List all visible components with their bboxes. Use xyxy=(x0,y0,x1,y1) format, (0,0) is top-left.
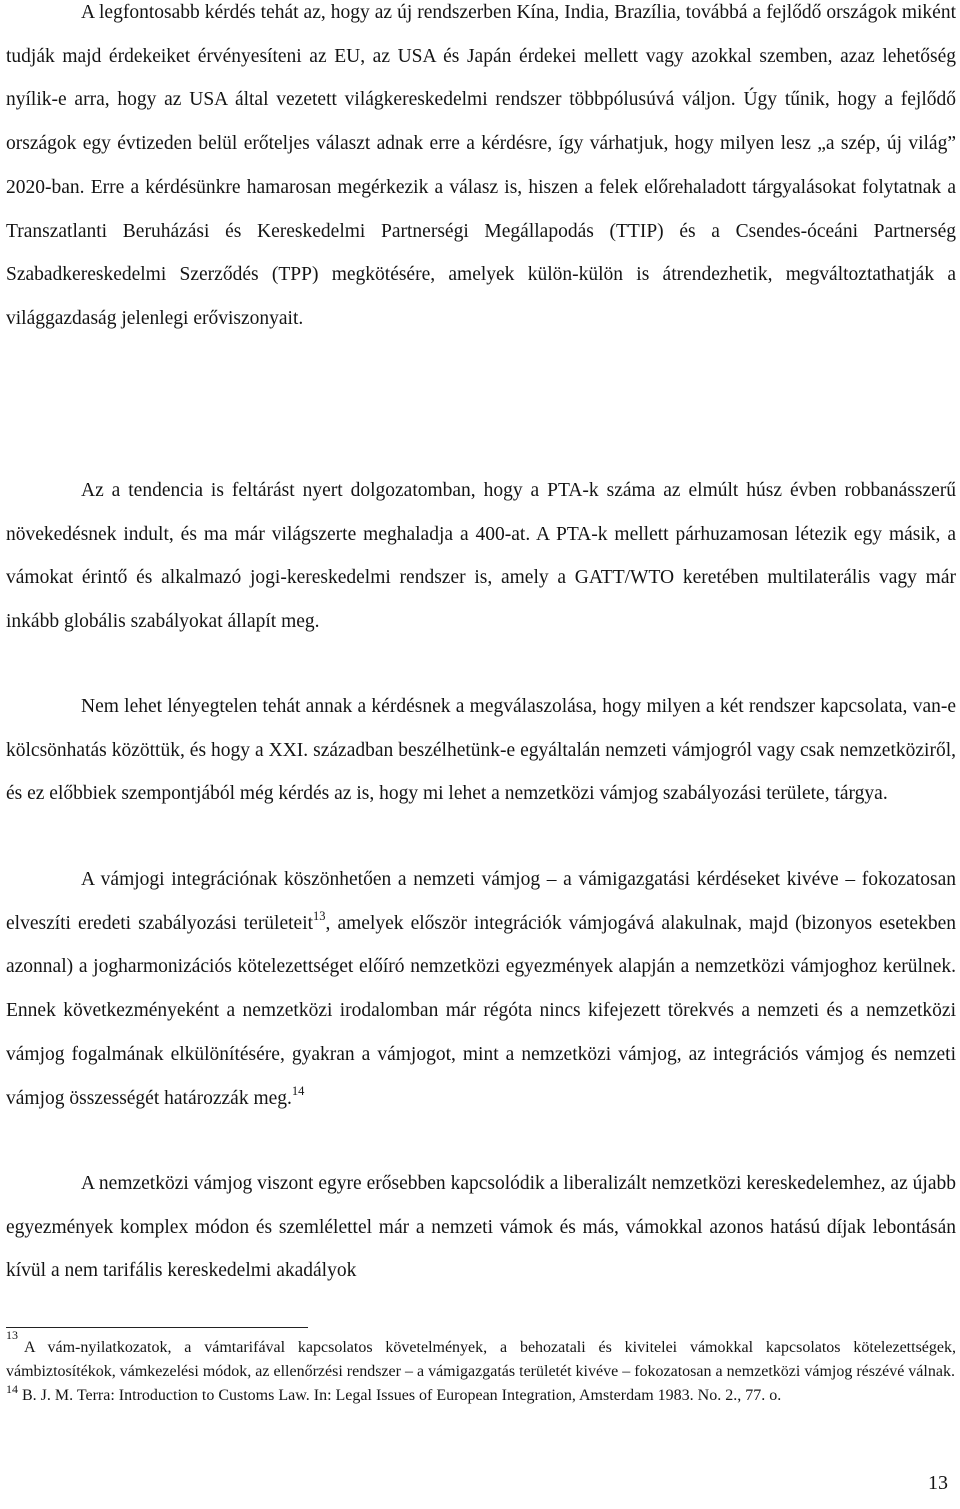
footnote-ref-13[interactable]: 13 xyxy=(313,908,326,923)
page-number: 13 xyxy=(928,1472,948,1494)
body-paragraph-4 xyxy=(6,858,956,1120)
footnote-13 xyxy=(6,1328,956,1384)
footnote-number: 13 xyxy=(6,1328,18,1342)
footnote-ref-14[interactable]: 14 xyxy=(291,1083,305,1098)
body-paragraph-3: Nem lehet lényegtelen tehát annak a kérdésnek a megválaszolása, hogy milyen a két rendszer kapcsolata, van-e kölcsönhatás közöttük, és hogy a XXI. században beszélhetünk-e egyáltalán nemzeti vámjogról vagy csak nemzetköziről, és ez előbbiek szempontjából még kérdés az is, hogy mi lehet a nemzetközi vámjog szabályozási területe, tárgya. xyxy=(6,696,956,805)
footnote-text: A vám-nyilatkozatok, a vámtarifával kapcsolatos követelmények, a behozatali és kivitelei vámokkal kapcsolatos kötelezettségek, vámbiztosítékok, vámkezelési módok, az ellenőrzési rendszer – a vámigazgatás területét kivéve – fokozatosan a nemzetközi vámjog részévé válnak. xyxy=(6,1339,956,1380)
footnote-text: B. J. M. Terra: Introduction to Customs Law. In: Legal Issues of European Integration, Amsterdam 1983. No. 2., 77. o. xyxy=(22,1387,782,1404)
footnote-14 xyxy=(6,1384,956,1408)
footnote-number: 14 xyxy=(6,1382,18,1396)
body-paragraph-1: A legfontosabb kérdés tehát az, hogy az új rendszerben Kína, India, Brazília, továbbá a fejlődő országok miként tudják majd érdekeiket érvényesíteni az EU, az USA és Japán érdekei mellett vagy azokkal szemben, azaz lehetőség nyílik-e arra, hogy az USA által vezetett világkereskedelmi rendszer többpólusúvá váljon. Úgy tűnik, hogy a fejlődő országok egy évtizeden belül erőteljes választ adnak erre a kérdésre, így várhatjuk, hogy milyen lesz „a szép, új világ” 2020-ban. Erre a kérdésünkre hamarosan megérkezik a válasz is, hiszen a felek előrehaladott tárgyalásokat folytatnak a Transzatlanti Beruházási és Kereskedelmi Partnerségi Megállapodás (TTIP) és a Csendes-óceáni Partnerség Szabadkereskedelmi Szerződés (TPP) megkötésére, amelyek külön-külön is átrendezhetik, megváltoztathatják a világgazdaság jelenlegi erőviszonyait. xyxy=(6,2,956,329)
body-paragraph-5: A nemzetközi vámjog viszont egyre erősebben kapcsolódik a liberalizált nemzetközi kereskedelemhez, az újabb egyezmények komplex módon és szemlélettel már a nemzeti vámok és más, vámokkal azonos hatású díjak lebontásán kívül a nem tarifális kereskedelmi akadályok xyxy=(6,1173,956,1282)
paragraph-4-text-b: , amelyek először integrációk vámjogává alakulnak, majd (bizonyos esetekben azonnal) a jogharmonizációs kötelezettséget előíró nemzetközi egyezmények alapján a nemzetközi vámjoghoz kerülnek. Ennek következményeként a nemzetközi irodalomban már régóta nincs kifejezett törekvés a nemzeti és a nemzetközi vámjog fogalmának elkülönítésére, gyakran a vámjogot, mint a nemzetközi vámjog, az integrációs vámjog és nemzeti vámjog összességét határozzák meg. xyxy=(6,912,956,1109)
body-paragraph-2: Az a tendencia is feltárást nyert dolgozatomban, hogy a PTA-k száma az elmúlt húsz évben robbanásszerű növekedésnek indult, és ma már világszerte meghaladja a 400-at. A PTA-k mellett párhuzamosan létezik egy másik, a vámokat érintő és alkalmazó jogi-kereskedelmi rendszer is, amely a GATT/WTO keretében multilaterális vagy már inkább globális szabályokat állapít meg. xyxy=(6,480,956,633)
footnote-separator xyxy=(6,1327,308,1328)
document-page xyxy=(6,0,956,1509)
paragraph-4-text-a: A vámjogi integrációnak köszönhetően a nemzeti vámjog – a vámigazgatási kérdéseket kivéve – fokozatosan elveszíti eredeti szabályozási területeit xyxy=(6,869,956,934)
footnotes xyxy=(6,1328,956,1408)
